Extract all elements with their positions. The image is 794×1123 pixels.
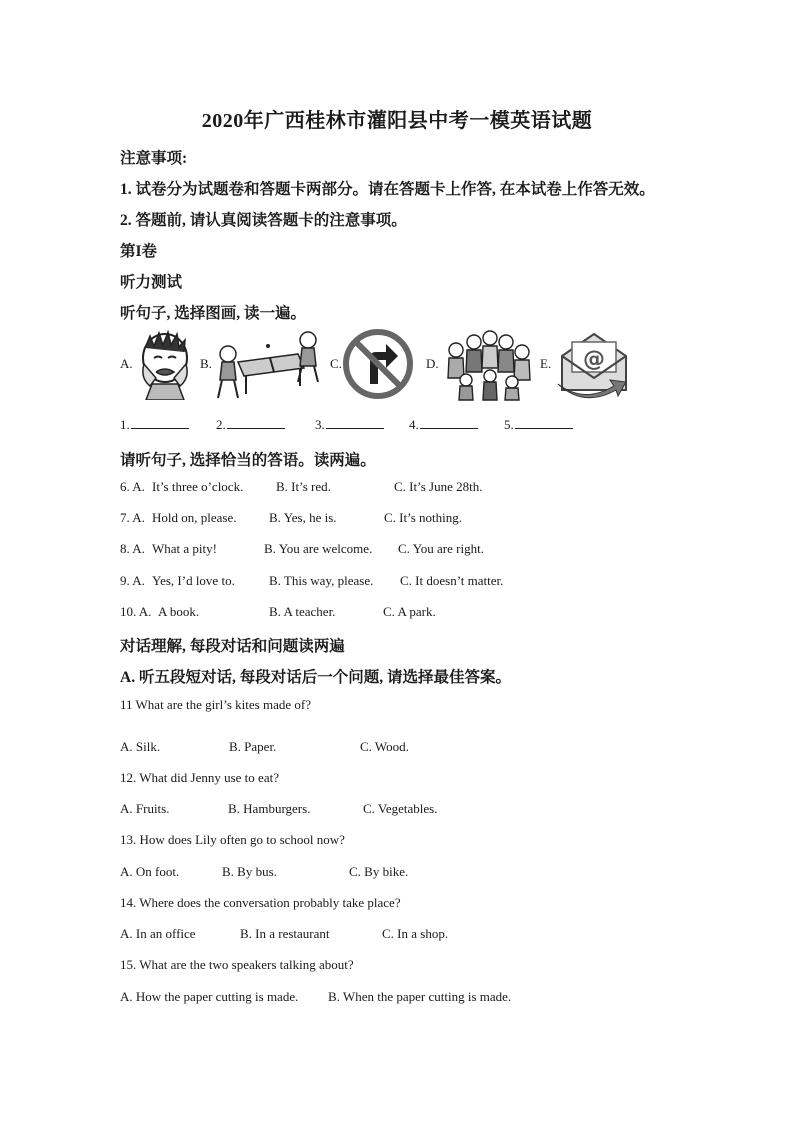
email-icon bbox=[554, 328, 634, 400]
svg-text:@: @ bbox=[583, 347, 605, 372]
picture-label-d: D. bbox=[426, 356, 439, 371]
notice-item-2: 2. 答题前, 请认真阅读答题卡的注意事项。 bbox=[120, 212, 407, 229]
question-11: 11 What are the girl’s kites made of? bbox=[120, 697, 311, 712]
picture-label-a: A. bbox=[120, 356, 133, 371]
no-right-turn-icon bbox=[342, 328, 414, 400]
answer-blank-2[interactable]: 2. bbox=[216, 416, 285, 433]
part1-instruction: 听句子, 选择图画, 读一遍。 bbox=[120, 305, 307, 322]
family-group-icon bbox=[440, 328, 536, 402]
answer-blanks bbox=[120, 416, 600, 436]
notice-item-1: 1. 试卷分为试题卷和答题卡两部分。请在答题卡上作答, 在本试卷上作答无效。 bbox=[120, 181, 655, 198]
answer-blank-4[interactable]: 4. bbox=[409, 416, 478, 433]
answer-blank-1[interactable]: 1. bbox=[120, 416, 189, 433]
page-title: 2020年广西桂林市灌阳县中考一模英语试题 bbox=[201, 110, 593, 132]
picture-label-c: C. bbox=[330, 356, 342, 371]
section-listening: 听力测试 bbox=[120, 274, 183, 291]
question-14: 14. Where does the conversation probably take place? bbox=[120, 895, 401, 910]
crying-boy-icon bbox=[134, 328, 196, 400]
answer-blank-3[interactable]: 3. bbox=[315, 416, 384, 433]
picture-options bbox=[120, 328, 640, 402]
exam-page: 2020年广西桂林市灌阳县中考一模英语试题 注意事项: 1. 试卷分为试题卷和答题卡两部分。请在答题卡上作答, 在本试卷上作答无效。 2. 答题前, 请认真阅读答题卡的注意事项。 第I卷 听力测试 听句子, 选择图画, 读一遍。 A. B. C. D. E. @ 1. 2. 3. 4. 5. 请听句子, 选择恰当的答语。读两遍。 6. A. It’s three o’clock. B. It’s red. C. It’s June 28th. 7. A. Hold on, please. B. Yes, he is. C. It’s nothing. 8. A. What a pity! B. You are welcome. C. You are right. 9. A. Yes, I’d love to. B. This way, please. C. It doesn’t matter. 10. A. A book. B. A teacher. C. A park. 对话理解, 每段对话和问题读两遍 A. 听五段短对话, 每段对话后一个问题, 请选择最佳答案。 11 What are the girl’s kites made of? A. Silk. B. Paper. C. Wood. 12. What did Jenny use to eat? A. Fruits. B. Hamburgers. C. Vegetables. 13. How does Lily often go to school now? A. On foot. B. By bus. C. By bike. 14. Where does the conversation probably take place? A. In an office B. In a restaurant C. In a shop. 15. What are the two speakers talking about? A. How the paper cutting is made. B. When the paper cutting is made. bbox=[0, 0, 794, 1123]
picture-label-b: B. bbox=[200, 356, 212, 371]
picture-label-e: E. bbox=[540, 356, 552, 371]
part2-instruction: 请听句子, 选择恰当的答语。读两遍。 bbox=[120, 452, 376, 469]
part3-instruction: 对话理解, 每段对话和问题读两遍 bbox=[120, 638, 345, 655]
question-12: 12. What did Jenny use to eat? bbox=[120, 770, 279, 785]
part3-sub-a: A. 听五段短对话, 每段对话后一个问题, 请选择最佳答案。 bbox=[120, 669, 511, 686]
answer-blank-5[interactable]: 5. bbox=[504, 416, 573, 433]
question-15: 15. What are the two speakers talking about? bbox=[120, 957, 354, 972]
notice-heading: 注意事项: bbox=[120, 150, 188, 167]
question-13: 13. How does Lily often go to school now? bbox=[120, 832, 345, 847]
volume-label: 第I卷 bbox=[120, 243, 158, 260]
ping-pong-icon bbox=[212, 328, 322, 402]
